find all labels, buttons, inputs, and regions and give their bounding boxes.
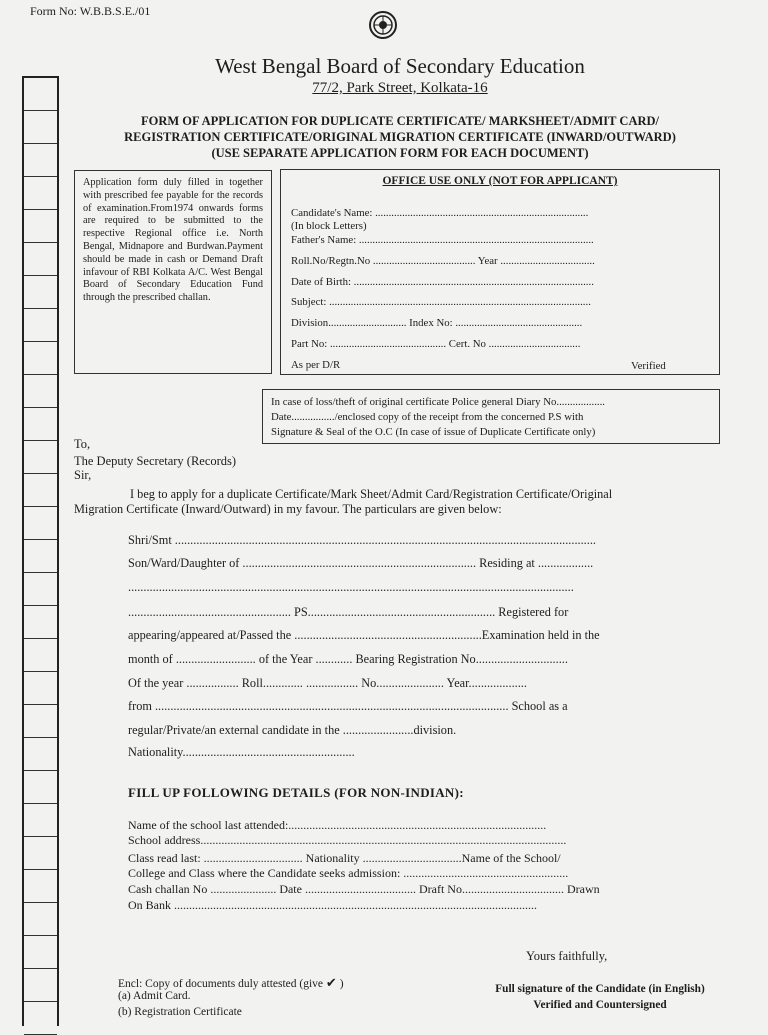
signature-label: Full signature of the Candidate (in English) — [495, 983, 705, 995]
nationality-field: Nationality........................................................ — [128, 745, 355, 759]
margin-cell — [24, 936, 57, 969]
verified-label: Verified — [631, 360, 666, 372]
school-last-attended-field: Name of the school last attended:...................................................................................... — [128, 818, 547, 832]
margin-cell — [24, 177, 57, 210]
loss-theft-line: In case of loss/theft of original certificate Police general Diary No.................. — [271, 396, 605, 408]
loss-theft-line: Date................/enclosed copy of the receipt from the concerned P.S with — [271, 411, 584, 423]
loss-theft-line: Signature & Seal of the O.C (In case of issue of Duplicate Certificate only) — [271, 426, 596, 438]
margin-cell — [24, 705, 57, 738]
margin-cell — [24, 903, 57, 936]
margin-cell — [24, 342, 57, 375]
form-heading-line: REGISTRATION CERTIFICATE/ORIGINAL MIGRATION CERTIFICATE (INWARD/OUTWARD) — [124, 130, 676, 144]
of-year-field: Of the year ................. Roll............. ................. No...................... Year................... — [128, 676, 527, 690]
class-read-last-field: Class read last: ................................. Nationality .................................Name of the School/ — [128, 851, 561, 865]
yours-faithfully: Yours faithfully, — [526, 949, 608, 963]
margin-cell — [24, 144, 57, 177]
loss-theft-box — [262, 389, 720, 444]
on-bank-field: On Bank ......................................................................................................................... — [128, 898, 537, 912]
shri-smt-field: Shri/Smt ......................................................................................................................................... — [128, 533, 596, 547]
block-letters-note: (In block Letters) — [291, 220, 367, 232]
candidate-name-field: Candidate's Name: ............................................................................... — [291, 207, 589, 219]
enclosure-note — [118, 975, 344, 991]
candidate-type-field: regular/Private/an external candidate in the .......................division. — [128, 723, 457, 737]
margin-cell — [24, 969, 57, 1002]
address-line-field: ................................................................................................................................................. — [128, 580, 574, 594]
margin-cell — [24, 540, 57, 573]
margin-cell — [24, 1002, 57, 1035]
college-admission-field: College and Class where the Candidate seeks admission: ....................................................... — [128, 866, 569, 880]
office-use-title: OFFICE USE ONLY (NOT FOR APPLICANT) — [382, 175, 618, 187]
signature-block — [450, 981, 750, 1013]
margin-cell — [24, 210, 57, 243]
fathers-name-field: Father's Name: ....................................................................................... — [291, 234, 594, 246]
enclosure-label: Encl: Copy of documents duly attested (give — [118, 978, 324, 990]
letter-salutation: Sir, — [74, 468, 92, 482]
form-number: Form No: W.B.B.S.E./01 — [30, 4, 151, 18]
margin-cell — [24, 441, 57, 474]
margin-cell — [24, 507, 57, 540]
enclosure-item: (b) Registration Certificate — [118, 1006, 242, 1018]
subject-field: Subject: ................................................................................................. — [291, 296, 591, 308]
division-field: Division............................. Index No: ............................................... — [291, 317, 583, 329]
board-seal-icon — [368, 10, 398, 40]
margin-cell-strip — [22, 76, 59, 1026]
from-school-field: from ................................................................................................................... School as a — [128, 699, 568, 713]
countersigned-label: Verified and Countersigned — [533, 999, 667, 1011]
non-indian-heading: FILL UP FOLLOWING DETAILS (FOR NON-INDIAN): — [128, 785, 464, 800]
margin-cell — [24, 606, 57, 639]
form-heading-line: FORM OF APPLICATION FOR DUPLICATE CERTIFICATE/ MARKSHEET/ADMIT CARD/ — [141, 114, 659, 128]
as-per-dr: As per D/R — [291, 359, 341, 371]
form-heading-line: (USE SEPARATE APPLICATION FORM FOR EACH DOCUMENT) — [211, 146, 589, 160]
son-of-field: Son/Ward/Daughter of ............................................................................ Residing at .................. — [128, 556, 594, 570]
cash-challan-field: Cash challan No ...................... Date ..................................... Draft No.................................. Drawn — [128, 882, 600, 896]
month-field: month of .......................... of the Year ............ Bearing Registration No.............................. — [128, 652, 568, 666]
margin-cell — [24, 111, 57, 144]
margin-cell — [24, 804, 57, 837]
ps-field: ..................................................... PS............................................................. Registered for — [128, 605, 569, 619]
margin-cell — [24, 78, 57, 111]
instructions-box: Application form duly filled in together with prescribed fee payable for the records of examination.From1974 onwards forms are required to be submitted to the respective Regional office i.e. North Bengal, Midnapore and Burdwan.Payment should be made in cash or Demand Draft infavour of RBI Kolkata A/C. West Bengal Board of Secondary Education Fund through the prescribed challan. — [74, 170, 272, 374]
margin-cell — [24, 870, 57, 903]
enclosure-item: (a) Admit Card. — [118, 990, 191, 1002]
margin-cell — [24, 243, 57, 276]
letter-body: I beg to apply for a duplicate Certificate/Mark Sheet/Admit Card/Registration Certificate/Original — [130, 487, 613, 501]
board-address: 77/2, Park Street, Kolkata-16 — [312, 80, 488, 96]
margin-cell — [24, 276, 57, 309]
margin-cell — [24, 771, 57, 804]
school-address-field: School address.......................................................................................................................... — [128, 833, 567, 847]
form-heading — [70, 113, 730, 161]
margin-cell — [24, 573, 57, 606]
part-no-field: Part No: ........................................... Cert. No .................................. — [291, 338, 581, 350]
board-title: West Bengal Board of Secondary Education — [215, 54, 585, 78]
margin-cell — [24, 408, 57, 441]
margin-cell — [24, 639, 57, 672]
margin-cell — [24, 309, 57, 342]
enclosure-close: ) — [339, 978, 344, 990]
margin-cell — [24, 837, 57, 870]
tick-icon: ✔ — [325, 975, 337, 990]
appearing-field: appearing/appeared at/Passed the .............................................................Examination held in the — [128, 628, 600, 642]
roll-no-field: Roll.No/Regtn.No ...................................... Year ................................... — [291, 255, 595, 267]
margin-cell — [24, 738, 57, 771]
office-use-box — [280, 169, 720, 375]
margin-cell — [24, 672, 57, 705]
letter-body: Migration Certificate (Inward/Outward) in my favour. The particulars are given below: — [74, 502, 502, 516]
margin-cell — [24, 474, 57, 507]
margin-cell — [24, 375, 57, 408]
letter-addressee: The Deputy Secretary (Records) — [74, 454, 237, 468]
letter-to: To, — [74, 437, 91, 451]
dob-field: Date of Birth: ......................................................................................... — [291, 276, 594, 288]
